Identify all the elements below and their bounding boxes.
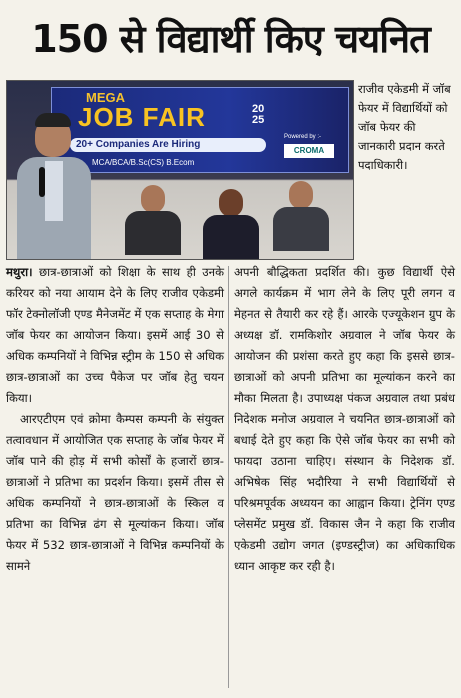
speaker-figure: [13, 107, 93, 260]
banner-year-top: 20: [252, 103, 265, 115]
paragraph-text: छात्र-छात्राओं को शिक्षा के साथ ही उनके करियर को नया आयाम देने के लिए राजीव एकेडमी फॉर टेक्नोलॉजी एण्ड मैनेजमेंट में एक सप्ताह के मेगा जॉब फेयर का आयोजन किया। इसमें आई 30 से अधिक कम्पनियों ने विभिन्न स्ट्रीम के 150 से अधिक छात्र-छात्राओं का उच्च पैकेज पर जॉब हेतु चयन किया।: [6, 265, 225, 405]
banner-powered-by: Powered by :-: [284, 134, 322, 140]
banner-hiring: 20+ Companies Are Hiring: [70, 138, 266, 152]
headline: 150 से विद्यार्थी किए चयनित: [31, 17, 430, 61]
article-column-right: [234, 262, 455, 577]
news-photo: [6, 80, 354, 260]
guest-figure: [203, 189, 259, 259]
article-paragraph: [6, 262, 224, 409]
column-divider: [228, 266, 229, 688]
guest-figure: [273, 181, 329, 251]
guest-figure: [125, 185, 181, 255]
banner-job-fair: JOB FAIR: [78, 102, 206, 132]
banner-year-bottom: 25: [252, 114, 265, 126]
photo-caption: राजीव एकेडमी में जॉब फेयर में विद्यार्थियों को जॉब फेयर की जानकारी प्रदान करते पदाधिकारी।: [358, 82, 451, 172]
article-paragraph: आरएटीएम एवं क्रोमा कैम्पस कम्पनी के संयुक्त तत्वावधान में आयोजित एक सप्ताह के जॉब फेयर में जॉब पाने की होड़ में सभी कोर्सों के हजारों छात्र-छात्राओं ने प्रतिभा का प्रदर्शन किया। इसमें तीस से अधिक कम्पनियों ने छात्र-छात्राओं के स्किल व प्रतिभा का विभिन्न ढंग से मूल्यांकन किया। जॉब फेयर में 532 छात्र-छात्राओं ने विभिन्न कम्पनियों के सामने: [6, 412, 224, 573]
sponsor-logo: CROMA: [284, 144, 334, 158]
job-fair-banner: [51, 87, 349, 173]
microphone-icon: [39, 167, 45, 197]
banner-year: [252, 104, 264, 126]
article-column-left: [6, 262, 224, 577]
banner-mega: MEGA: [86, 90, 125, 105]
dateline: मथुरा।: [6, 265, 33, 279]
banner-courses: MCA/BCA/B.Sc(CS) B.Ecom: [92, 158, 195, 167]
article-paragraph: अपनी बौद्धिकता प्रदर्शित की। कुछ विद्यार्थी ऐसे अगले कार्यक्रम में भाग लेने के लिए पूरी लगन व मेहनत से तैयारी कर रहे हैं। आरके एज्यूकेशन ग्रुप के अध्यक्ष डॉ. रामकिशोर अग्रवाल ने जॉब फेयर के आयोजन की प्रशंसा करते हुए कहा कि इससे छात्र-छात्राओं को अपनी प्रतिभा का मूल्यांकन करने का मौका मिलता है। उपाध्यक्ष पंकज अग्रवाल तथा प्रबंध निदेशक मनोज अग्रवाल ने चयनित छात्र-छात्राओं को बधाई देते हुए कहा कि ऐसे जॉब फेयर का सभी को फायदा उठाना चाहिए। संस्थान के निदेशक डॉ. अभिषेक सिंह भदौरिया ने सभी विद्यार्थियों से परिश्रमपूर्वक अध्ययन का आह्वान किया। ट्रेनिंग एण्ड प्लेसमेंट प्रमुख डॉ. विकास जैन ने कहा कि राजीव एकेडमी उद्योग जगत (इण्डस्ट्रीज) का अधिकाधिक ध्यान आकृष्ट कर रही है।: [234, 265, 455, 573]
